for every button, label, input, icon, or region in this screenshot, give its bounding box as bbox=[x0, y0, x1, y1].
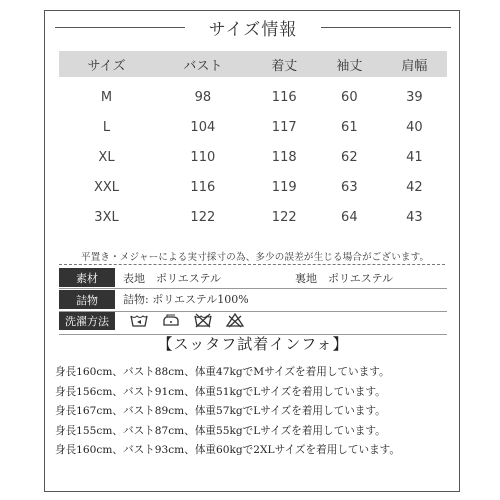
table-cell: 62 bbox=[341, 149, 358, 165]
table-cell: 40 bbox=[406, 119, 423, 135]
table-cell: 39 bbox=[406, 89, 423, 105]
dashed-divider bbox=[59, 264, 445, 265]
table-cell: XXL bbox=[93, 179, 120, 195]
title-divider-right bbox=[321, 27, 451, 28]
table-cell: 60 bbox=[341, 89, 358, 105]
table-cell: 61 bbox=[341, 119, 358, 135]
header-shoulder: 肩幅 bbox=[382, 51, 447, 77]
table-cell: 118 bbox=[271, 149, 297, 165]
table-cell: 116 bbox=[190, 179, 216, 195]
wash-label: 洗濯方法 bbox=[59, 311, 115, 330]
list-item: 身長160cm、バスト93cm、体重60kgで2XLサイズを着用しています。 bbox=[55, 444, 401, 456]
staff-fitting-title: 【スッタフ試着インフォ】 bbox=[157, 335, 349, 353]
no-bleach-icon bbox=[225, 312, 245, 328]
table-cell: 3XL bbox=[94, 209, 119, 225]
table-cell: 98 bbox=[194, 89, 212, 105]
wash-row bbox=[59, 309, 447, 330]
header-length: 着丈 bbox=[252, 51, 317, 77]
table-row bbox=[59, 112, 447, 142]
table-cell: 104 bbox=[190, 119, 216, 135]
size-info-panel bbox=[44, 10, 460, 492]
row-divider bbox=[59, 311, 447, 312]
lining-fabric: 裏地 ポリエステル bbox=[295, 271, 394, 285]
outer-fabric: 表地 ポリエステル bbox=[123, 271, 222, 285]
size-table bbox=[59, 51, 447, 232]
filling-label: 詰物 bbox=[59, 290, 115, 309]
iron-icon bbox=[161, 312, 181, 328]
list-item: 身長167cm、バスト89cm、体重57kgでLサイズを着用しています。 bbox=[55, 405, 386, 417]
filling-value: 詰物: ポリエステル100% bbox=[123, 292, 249, 306]
material-values bbox=[115, 270, 393, 286]
measurement-note: 平置き・メジャーによる実寸採寸の為、多少の誤差が生じる場合がございます。 bbox=[81, 252, 430, 263]
table-cell: 116 bbox=[271, 89, 297, 105]
table-cell: 64 bbox=[341, 209, 358, 225]
table-row bbox=[59, 82, 447, 112]
table-cell: XL bbox=[98, 149, 115, 165]
wash-icons bbox=[115, 312, 245, 328]
list-item: 身長160cm、バスト88cm、体重47kgでMサイズを着用しています。 bbox=[55, 366, 390, 378]
table-cell: 63 bbox=[341, 179, 358, 195]
table-cell: 43 bbox=[406, 209, 423, 225]
table-cell: L bbox=[102, 119, 111, 135]
table-cell: M bbox=[100, 89, 113, 105]
staff-fitting-list bbox=[55, 363, 400, 461]
table-cell: 119 bbox=[271, 179, 297, 195]
size-info-header bbox=[45, 15, 461, 39]
table-row bbox=[59, 202, 447, 232]
table-cell: 42 bbox=[406, 179, 423, 195]
table-cell: 117 bbox=[271, 119, 297, 135]
table-row bbox=[59, 172, 447, 202]
material-section bbox=[59, 267, 447, 330]
header-size: サイズ bbox=[59, 51, 154, 77]
material-label: 素材 bbox=[59, 268, 115, 287]
list-item: 身長155cm、バスト87cm、体重55kgでLサイズを着用しています。 bbox=[55, 424, 386, 437]
header-sleeve: 袖丈 bbox=[317, 51, 382, 77]
header-bust: バスト bbox=[154, 51, 252, 77]
filling-values bbox=[115, 291, 249, 307]
no-wash-icon bbox=[193, 312, 213, 328]
table-cell: 122 bbox=[190, 209, 216, 225]
table-cell: 110 bbox=[190, 149, 216, 165]
table-cell: 122 bbox=[271, 209, 297, 225]
table-cell: 41 bbox=[406, 149, 423, 165]
material-row bbox=[59, 267, 447, 288]
table-row bbox=[59, 142, 447, 172]
list-item: 身長156cm、バスト91cm、体重51kgでLサイズを着用しています。 bbox=[55, 385, 386, 398]
filling-row bbox=[59, 288, 447, 309]
page-title: サイズ情報 bbox=[208, 20, 298, 40]
row-divider bbox=[59, 288, 447, 289]
hand-wash-icon bbox=[129, 312, 149, 328]
size-table-header-row bbox=[59, 51, 447, 77]
